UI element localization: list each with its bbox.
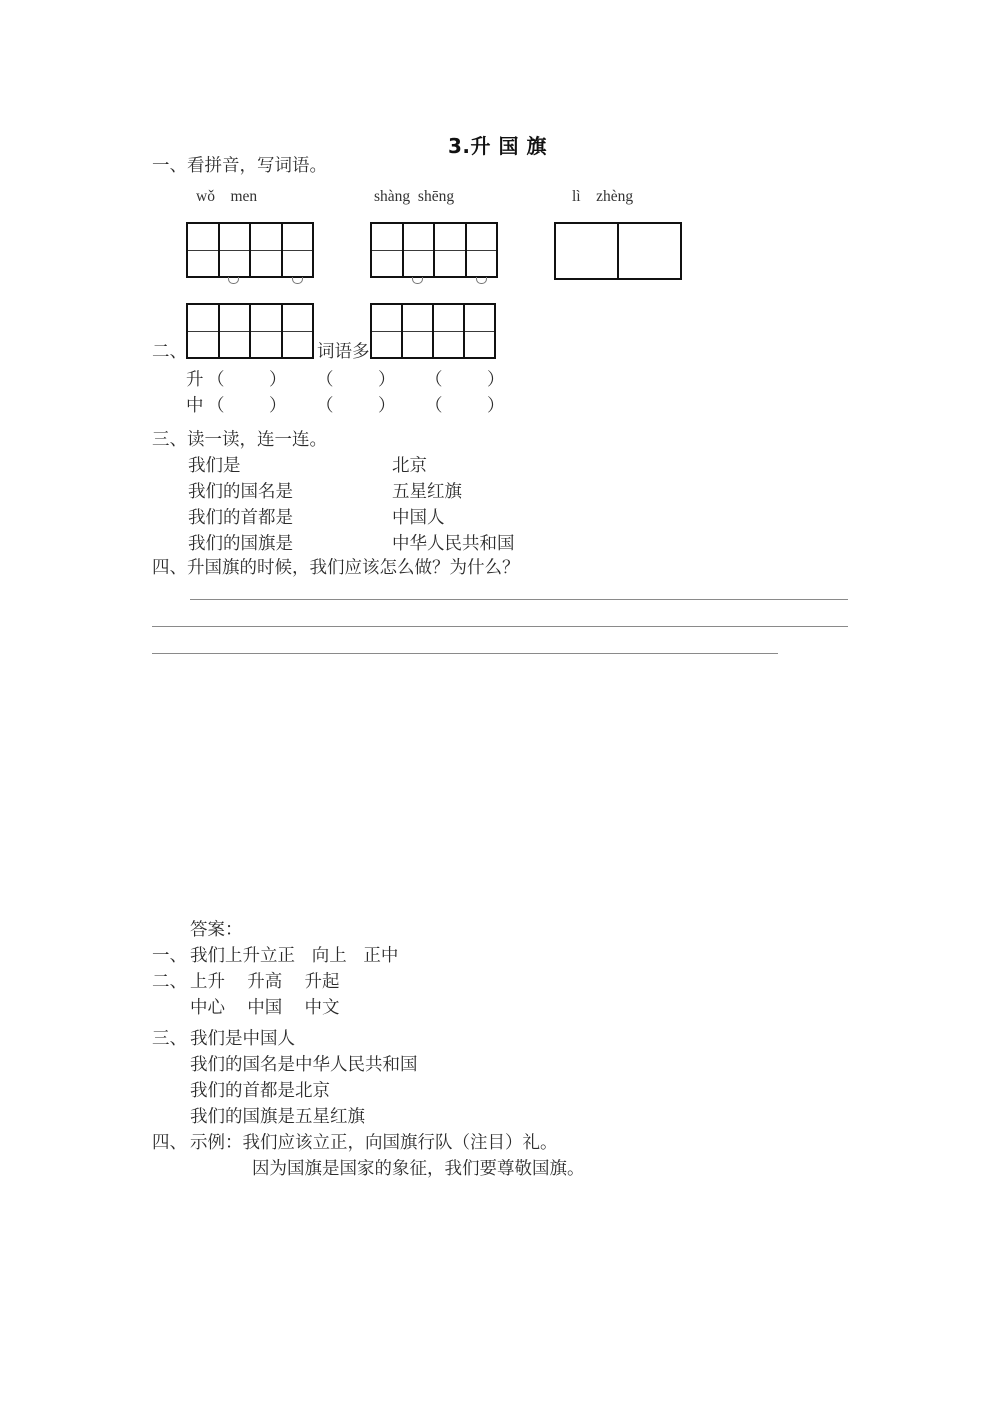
grid-cell[interactable] (220, 305, 252, 357)
writing-grid-li-zheng[interactable] (554, 222, 682, 280)
pinyin-group-3: lì zhèng (572, 188, 634, 205)
grid-cell[interactable] (465, 305, 494, 357)
grid-cell[interactable] (188, 305, 220, 357)
section-4-heading: 四、升国旗的时候，我们应该怎么做？为什么？ (152, 558, 520, 578)
grid-cell[interactable] (372, 305, 403, 357)
answer-text-4-line-1: 示例：我们应该立正，向国旗行队（注目）礼。 (190, 1133, 558, 1153)
answer-text-2-line-1: 上升 升高 升起 (190, 972, 340, 992)
answer-text-3-line-4: 我们的国旗是五星红旗 (190, 1107, 365, 1127)
section-2-bracket[interactable]: （ ） (316, 370, 396, 390)
answer-rule-line-2[interactable] (152, 626, 848, 627)
section-2-row-char-zhong: 中 (186, 396, 204, 416)
writing-grid-wo-men[interactable] (186, 222, 314, 278)
writing-grid-row2-b[interactable] (370, 303, 496, 359)
section-2-bracket[interactable]: （ ） (316, 396, 396, 416)
writing-grid-row2-a[interactable] (186, 303, 314, 359)
answer-text-2-line-2: 中心 中国 中文 (190, 998, 340, 1018)
grid-cell[interactable] (283, 224, 313, 276)
grid-cell[interactable] (556, 224, 619, 278)
answer-num-4: 四、 (152, 1133, 187, 1153)
section-2-heading-prefix: 二、 (152, 342, 187, 362)
grid-cell[interactable] (372, 224, 404, 276)
page-title: 3.升 国 旗 (448, 134, 547, 158)
answer-rule-line-3[interactable] (152, 653, 778, 654)
section-2-bracket[interactable]: （ ） (425, 396, 505, 416)
answer-rule-line-1[interactable] (190, 599, 848, 600)
section-2-bracket[interactable]: （ ） (207, 370, 287, 390)
section-1-heading: 一、看拼音，写词语。 (152, 156, 327, 176)
match-right-item-1[interactable]: 北京 (392, 456, 427, 476)
answer-num-3: 三、 (152, 1029, 187, 1049)
section-2-heading-tail: 词语多 (317, 342, 370, 362)
match-left-item-2[interactable]: 我们的国名是 (188, 482, 293, 502)
grid-cell[interactable] (434, 305, 465, 357)
pinyin-group-1: wǒ men (196, 188, 258, 205)
grid-cell[interactable] (220, 224, 252, 276)
section-2-bracket[interactable]: （ ） (425, 370, 505, 390)
match-left-item-3[interactable]: 我们的首都是 (188, 508, 293, 528)
section-3-heading: 三、读一读，连一连。 (152, 430, 327, 450)
grid-cell[interactable] (404, 224, 436, 276)
answer-text-1-line-1: 我们上升立正 向上 正中 (190, 946, 399, 966)
match-left-item-4[interactable]: 我们的国旗是 (188, 534, 293, 554)
grid-nub-icon (228, 277, 239, 284)
match-right-item-4[interactable]: 中华人民共和国 (392, 534, 515, 554)
grid-cell[interactable] (251, 305, 283, 357)
grid-cell[interactable] (435, 224, 467, 276)
grid-nub-icon (412, 277, 423, 284)
grid-nub-icon (292, 277, 303, 284)
answer-text-3-line-1: 我们是中国人 (190, 1029, 295, 1049)
grid-nub-icon (476, 277, 487, 284)
writing-grid-shang-sheng[interactable] (370, 222, 498, 278)
match-left-item-1[interactable]: 我们是 (188, 456, 241, 476)
pinyin-group-2: shàng shēng (374, 188, 455, 205)
grid-cell[interactable] (467, 224, 497, 276)
grid-cell[interactable] (251, 224, 283, 276)
match-right-item-3[interactable]: 中国人 (392, 508, 445, 528)
answer-text-3-line-2: 我们的国名是中华人民共和国 (190, 1055, 418, 1075)
section-2-bracket[interactable]: （ ） (207, 396, 287, 416)
grid-cell[interactable] (403, 305, 434, 357)
section-2-row-char-sheng: 升 (186, 370, 204, 390)
answer-num-1: 一、 (152, 946, 187, 966)
answer-text-4-line-2: 因为国旗是国家的象征，我们要尊敬国旗。 (252, 1159, 585, 1179)
answer-num-2: 二、 (152, 972, 187, 992)
match-right-item-2[interactable]: 五星红旗 (392, 482, 462, 502)
grid-cell[interactable] (283, 305, 313, 357)
grid-cell[interactable] (188, 224, 220, 276)
grid-cell[interactable] (619, 224, 680, 278)
answer-key-label: 答案： (190, 920, 243, 940)
answer-text-3-line-3: 我们的首都是北京 (190, 1081, 330, 1101)
